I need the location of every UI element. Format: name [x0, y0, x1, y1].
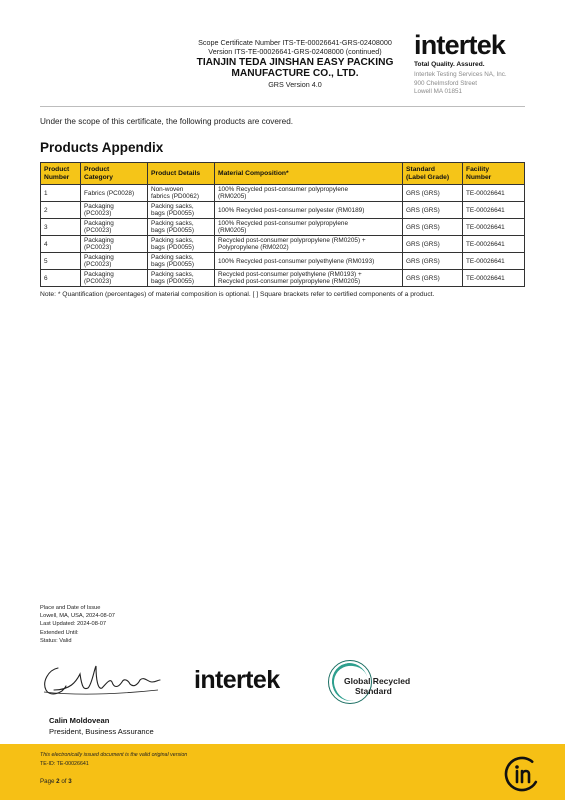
- cell-product-details: Non-woven fabrics (PD0062): [148, 185, 215, 202]
- address-line-1: Intertek Testing Services NA, Inc.: [414, 71, 507, 78]
- cell-product-details: Packing sacks, bags (PD0055): [148, 202, 215, 219]
- cell-product-category: Packaging (PC0023): [81, 270, 148, 287]
- footer-band: [0, 744, 565, 800]
- brand-tagline: Total Quality. Assured.: [414, 61, 485, 68]
- products-table: [40, 162, 525, 287]
- global-recycled-standard-logo: [328, 660, 420, 704]
- cell-material-composition: Recycled post-consumer polypropylene (RM0205) + Polypropylene (RM0202): [215, 236, 403, 253]
- cell-product-number: 3: [41, 219, 81, 236]
- cell-facility-number: TE-00026641: [463, 253, 525, 270]
- te-id: TE-ID: TE-00026641: [40, 761, 89, 767]
- cell-product-category: Packaging (PC0023): [81, 202, 148, 219]
- table-note: Note: * Quantification (percentages) of material composition is optional. [ ] Square brackets refer to certified components of a product.: [40, 291, 435, 298]
- brand-address: [414, 71, 544, 97]
- intertek-footer-logo: intertek: [194, 666, 280, 694]
- issue-details: [40, 604, 115, 645]
- col-header-product-category: Product Category: [81, 163, 148, 185]
- products-appendix-title: Products Appendix: [40, 140, 164, 155]
- cell-product-details: Packing sacks, bags (PD0055): [148, 219, 215, 236]
- company-name-line1: TIANJIN TEDA JINSHAN EASY PACKING: [196, 56, 394, 68]
- cell-standard: GRS (GRS): [403, 253, 463, 270]
- issue-label: Place and Date of Issue: [40, 605, 101, 611]
- table-row: [41, 253, 525, 270]
- table-row: [41, 202, 525, 219]
- issue-place-date: Lowell, MA, USA, 2024-08-07: [40, 613, 115, 620]
- page-number: Page 2 of 3: [40, 778, 72, 785]
- cell-material-composition: 100% Recycled post-consumer polypropylene (RM0205): [215, 219, 403, 236]
- address-line-3: Lowell MA 01851: [414, 88, 462, 96]
- signature-image: [40, 660, 165, 700]
- cell-standard: GRS (GRS): [403, 236, 463, 253]
- certificate-header: [160, 38, 430, 89]
- extended-until: Extended Until:: [40, 629, 79, 636]
- cell-facility-number: TE-00026641: [463, 219, 525, 236]
- grs-logo-line1: Global Recycled: [344, 676, 411, 686]
- address-line-2: 900 Chelmsford Street: [414, 79, 477, 87]
- col-header-facility-number: Facility Number: [463, 163, 525, 185]
- signer-title: President, Business Assurance: [49, 727, 154, 736]
- table-row: [41, 236, 525, 253]
- cell-material-composition: 100% Recycled post-consumer polyester (RM0189): [215, 202, 403, 219]
- intertek-logo: intertek: [414, 30, 506, 60]
- cell-material-composition: 100% Recycled post-consumer polypropylene (RM0205): [215, 185, 403, 202]
- cell-standard: GRS (GRS): [403, 270, 463, 287]
- col-header-standard: Standard (Label Grade): [403, 163, 463, 185]
- cell-standard: GRS (GRS): [403, 202, 463, 219]
- col-header-product-number: Product Number: [41, 163, 81, 185]
- standard-version: GRS Version 4.0: [268, 79, 322, 89]
- cell-facility-number: TE-00026641: [463, 236, 525, 253]
- table-row: [41, 270, 525, 287]
- header-divider: [40, 106, 525, 107]
- table-header-row: [41, 163, 525, 185]
- col-header-material-composition: Material Composition*: [215, 163, 403, 185]
- cell-standard: GRS (GRS): [403, 185, 463, 202]
- intertek-in-mark-icon: [502, 754, 542, 794]
- certificate-status: Status: Valid: [40, 637, 72, 644]
- cell-product-details: Packing sacks, bags (PD0055): [148, 236, 215, 253]
- cell-facility-number: TE-00026641: [463, 202, 525, 219]
- cell-material-composition: 100% Recycled post-consumer polyethylene (RM0193): [215, 253, 403, 270]
- cell-product-number: 6: [41, 270, 81, 287]
- cell-product-category: Packaging (PC0023): [81, 253, 148, 270]
- table-row: [41, 219, 525, 236]
- cell-product-number: 4: [41, 236, 81, 253]
- cell-material-composition: Recycled post-consumer polyethylene (RM0193) + Recycled post-consumer polypropylene (RM0205): [215, 270, 403, 287]
- col-header-product-details: Product Details: [148, 163, 215, 185]
- cell-facility-number: TE-00026641: [463, 185, 525, 202]
- table-row: [41, 185, 525, 202]
- intro-text: Under the scope of this certificate, the following products are covered.: [40, 117, 294, 126]
- version-line: Version ITS-TE-00026641-GRS-02408000 (continued): [208, 47, 382, 57]
- cell-product-details: Packing sacks, bags (PD0055): [148, 270, 215, 287]
- cell-product-category: Fabrics (PC0028): [81, 185, 148, 202]
- cell-product-number: 5: [41, 253, 81, 270]
- cell-product-number: 1: [41, 185, 81, 202]
- validity-statement: This electronically issued document is the valid original version: [40, 752, 188, 758]
- signer-name: Calin Moldovean: [49, 716, 110, 725]
- cell-product-category: Packaging (PC0023): [81, 219, 148, 236]
- signer-block: [49, 715, 154, 737]
- company-name-line2: MANUFACTURE CO., LTD.: [231, 68, 359, 80]
- cell-standard: GRS (GRS): [403, 219, 463, 236]
- cell-product-category: Packaging (PC0023): [81, 236, 148, 253]
- scope-certificate-number: Scope Certificate Number ITS-TE-00026641-GRS-02408000: [198, 38, 392, 47]
- intertek-brand-block: [414, 30, 544, 97]
- cell-product-details: Packing sacks, bags (PD0055): [148, 253, 215, 270]
- cell-facility-number: TE-00026641: [463, 270, 525, 287]
- last-updated: Last Updated: 2024-08-07: [40, 621, 107, 628]
- cell-product-number: 2: [41, 202, 81, 219]
- grs-logo-line2: Standard: [355, 686, 392, 696]
